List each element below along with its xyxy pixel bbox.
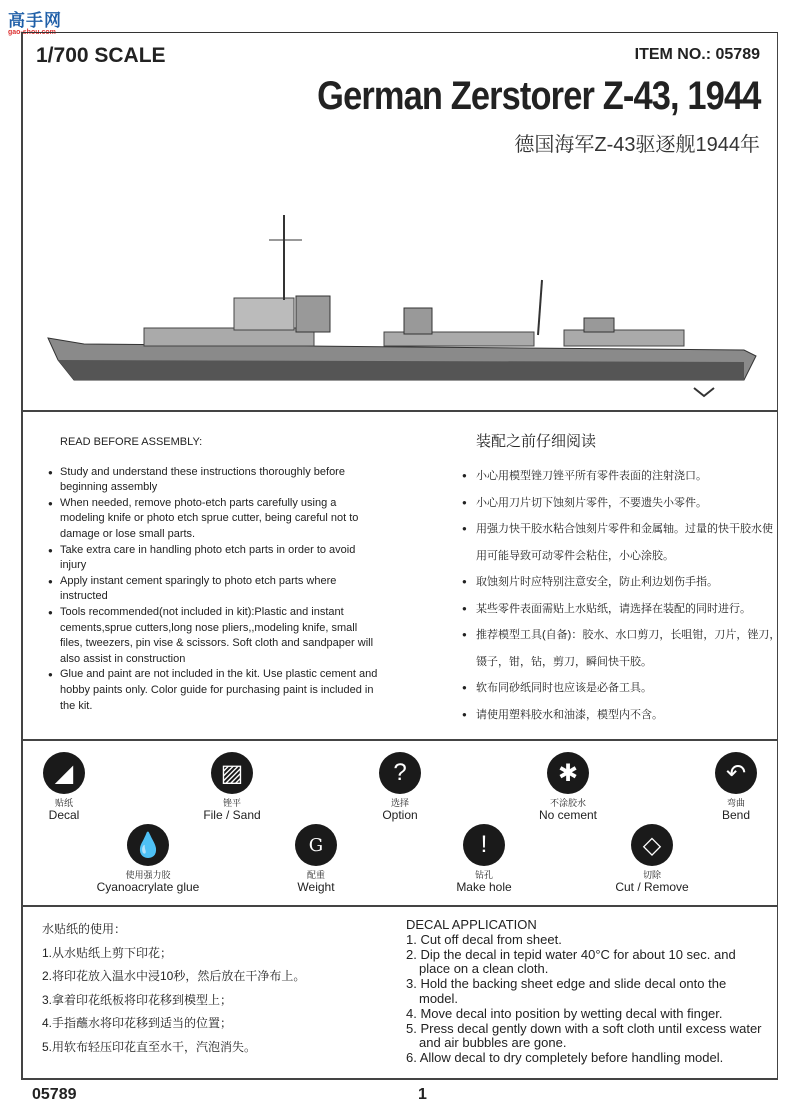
list-item: ● 某些零件表面需贴上水贴纸，请选择在装配的同时进行。 [462, 596, 782, 623]
symbol-decal: ◢ 贴纸 Decal [4, 752, 124, 822]
list-item: 1.从水贴纸上剪下印花； [42, 945, 173, 960]
list-item: ● Tools recommended(not included in kit):Plastic and instant cements,sprue cutters,long nose pliers,,modeling knife, small files, tweezers, pin vise & scissors. Soft cloth and sandpaper will also assist in construction [48, 605, 378, 667]
list-item: 4.手指蘸水将印花移到适当的位置； [42, 1016, 233, 1030]
page-title: German Zerstorer Z-43, 1944 [316, 74, 760, 118]
list-item: ● 取蚀刻片时应特别注意安全，防止利边划伤手指。 [462, 569, 782, 596]
list-item: 4. Move decal into position by wetting decal with finger. [406, 1005, 723, 1021]
footer-code: 05789 [32, 1086, 77, 1103]
instructions-cn: 装配之前仔细阅读 ● 小心用模型锉刀锉平所有零件表面的注射浇口。 ● 小心用刀片切下蚀刻片零件，不要遗失小零件。 ● 用强力快干胶水粘合蚀刻片零件和金属轴。过量的快干胶水使用可能导致可动零件会粘住，小心涂胶。 ● 取蚀刻片时应特别注意安全，防止利边划伤手指。 ● 某些零件表面需贴上水贴纸，请选择在装配的同时进行。 ● 推荐模型工具(自备)：胶水、水口剪刀，长咀钳，刀片，锉刀，镊子，钳，钻，剪刀，瞬间快干胶。 ● 软布同砂纸同时也应该是必备工具。 ● 请使用塑料胶水和油漆，模型内不含。 [462, 430, 782, 728]
weight-icon: G [295, 824, 337, 866]
list-item: 5. Press decal gently down with a soft cloth until excess water and air bubbles are gone. [406, 1020, 762, 1051]
list-item: ● 小心用刀片切下蚀刻片零件，不要遗失小零件。 [462, 490, 782, 517]
symbol-cut-remove: ◇ 切除 Cut / Remove [592, 824, 712, 894]
no-cement-icon: ✱ [547, 752, 589, 794]
list-item: ● 小心用模型锉刀锉平所有零件表面的注射浇口。 [462, 463, 782, 490]
divider [21, 905, 778, 907]
list-item: 2. Dip the decal in tepid water 40°C for about 10 sec. and place on a clean cloth. [406, 946, 736, 977]
file-icon: ▨ [211, 752, 253, 794]
symbol-make-hole: ! 钻孔 Make hole [424, 824, 544, 894]
decal-icon: ◢ [43, 752, 85, 794]
page-title-cn: 德国海军Z-43驱逐舰1944年 [514, 134, 760, 156]
list-item: ● Glue and paint are not included in the kit. Use plastic cement and hobby paints only. Color guide for purchasing paint is included in the kit. [48, 667, 378, 714]
list-item: 6. Allow decal to dry completely before handling model. [406, 1050, 724, 1066]
list-item: ● 请使用塑料胶水和油漆，模型内不含。 [462, 702, 782, 729]
list-item: 2.将印花放入温水中浸10秒，然后放在干净布上。 [42, 969, 306, 983]
instructions-en: READ BEFORE ASSEMBLY: ● Study and understand these instructions thoroughly before beginning assembly ● When needed, remove photo-etch parts carefully using a modeling knife or photo etch sprue cutter, being careful not to damage or lose small parts. ● Take extra care in handling photo etch parts in order to avoid injury ● Apply instant cement sparingly to photo etch parts where instructed ● Tools recommended(not included in kit):Plastic and instant cements,sprue cutters,long nose pliers,,modeling knife, small files, tweezers, pin vise & scissors. Soft cloth and sandpaper will also assist in construction ● Glue and paint are not included in the kit. Use plastic cement and hobby paints only. Color guide for purchasing paint is included in the kit. [48, 435, 378, 714]
list-item: ● 推荐模型工具(自备)：胶水、水口剪刀，长咀钳，刀片，锉刀，镊子，钳，钻，剪刀，瞬间快干胶。 [462, 622, 782, 675]
list-item: 3. Hold the backing sheet edge and slide decal onto the model. [406, 976, 727, 1006]
list-item: ● 用强力快干胶水粘合蚀刻片零件和金属轴。过量的快干胶水使用可能导致可动零件会粘住，小心涂胶。 [462, 516, 782, 569]
question-icon: ? [379, 752, 421, 794]
symbol-glue: 💧 使用强力胶 Cyanoacrylate glue [88, 824, 208, 894]
drill-icon: ! [463, 824, 505, 866]
item-number: ITEM NO.: 05789 [634, 46, 760, 63]
list-item: ● Apply instant cement sparingly to photo etch parts where instructed [48, 574, 378, 605]
decal-instructions-cn: 水贴纸的使用： 1.从水贴纸上剪下印花； 2.将印花放入温水中浸10秒，然后放在干净布上。 3.拿着印花纸板将印花移到模型上； 4.手指蘸水将印花移到适当的位置； 5.用软布轻压印花直至水干，汽泡消失。 [42, 918, 305, 1059]
symbol-file-sand: ▨ 锉平 File / Sand [172, 752, 292, 822]
decal-instructions-en: DECAL APPLICATION 1. Cut off decal from sheet. 2. Dip the decal in tepid water 40°C for about 10 sec. and place on a clean cloth. 3. Hold the backing sheet edge and slide decal onto the model. 4. Move decal into position by wetting decal with finger. 5. Press decal gently down with a soft cloth until excess water and air bubbles are gone. 6. Allow decal to dry completely before handling model. [406, 918, 766, 1066]
bend-icon: ↶ [715, 752, 757, 794]
glue-drop-icon: 💧 [127, 824, 169, 866]
cut-icon: ◇ [631, 824, 673, 866]
divider [21, 739, 778, 741]
divider [21, 410, 778, 412]
scale-label: 1/700 SCALE [36, 44, 166, 67]
symbol-option: ? 选择 Option [340, 752, 460, 822]
symbol-no-cement: ✱ 不涂胶水 No cement [508, 752, 628, 822]
site-logo: 高手网 gao-shou.com [8, 11, 62, 36]
list-item: ● 软布同砂纸同时也应该是必备工具。 [462, 675, 782, 702]
ship-illustration [44, 210, 760, 410]
page-number: 1 [418, 1086, 427, 1103]
list-item: ● When needed, remove photo-etch parts carefully using a modeling knife or photo etch sprue cutter, being careful not to damage or lose small parts. [48, 496, 378, 543]
list-item: 1. Cut off decal from sheet. [406, 931, 562, 947]
list-item: ● Study and understand these instructions thoroughly before beginning assembly [48, 465, 378, 496]
list-item: ● Take extra care in handling photo etch parts in order to avoid injury [48, 543, 378, 574]
symbol-bend: ↶ 弯曲 Bend [676, 752, 796, 822]
symbol-weight: G 配重 Weight [256, 824, 376, 894]
list-item: 3.拿着印花纸板将印花移到模型上； [42, 992, 233, 1007]
list-item: 5.用软布轻压印花直至水干，汽泡消失。 [42, 1039, 257, 1054]
